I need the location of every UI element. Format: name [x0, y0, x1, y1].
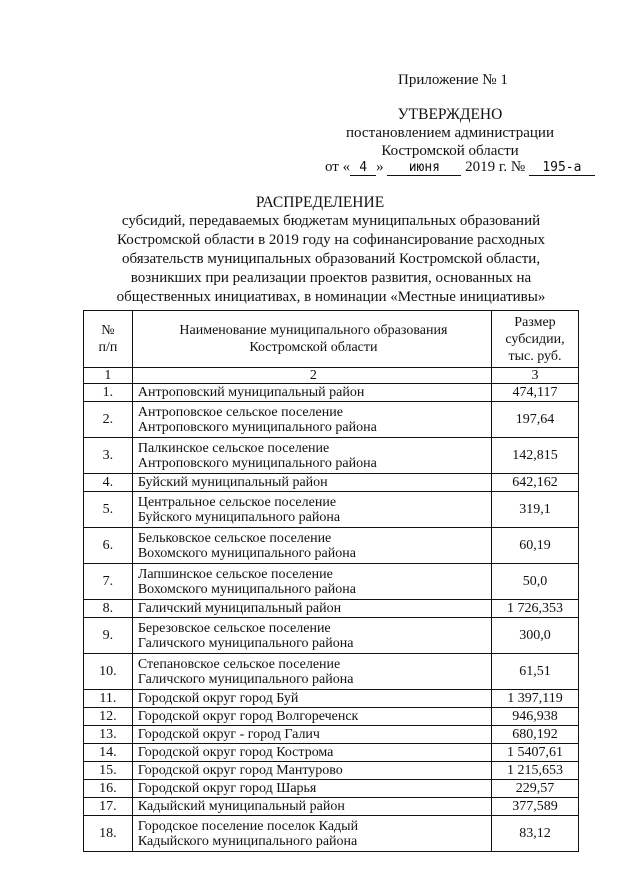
row-amount: 83,12: [491, 816, 578, 852]
approved-by-line-1: постановлением администрации: [346, 125, 554, 141]
subtitle-line: общественных инициативах, в номинации «Местные инициативы»: [116, 289, 546, 305]
row-name-line: Городской округ город Мантурово: [137, 763, 343, 778]
header-amount-line: тыс. руб.: [508, 348, 562, 364]
table-header-row: [84, 311, 579, 368]
row-name: [132, 690, 491, 708]
table-row: [84, 798, 579, 816]
table-row: [84, 726, 579, 744]
row-amount: 300,0: [491, 618, 578, 654]
row-name: [132, 384, 491, 402]
table-row: [84, 384, 579, 402]
header-amount-line: Размер: [514, 314, 556, 330]
header-amount: [491, 311, 578, 368]
header-num-line: №: [101, 323, 115, 338]
row-name-line: Галичского муниципального района: [137, 635, 354, 651]
row-amount: 142,815: [491, 438, 578, 474]
header-name-line: Наименование муниципального образования: [179, 323, 448, 338]
row-name: [132, 492, 491, 528]
row-amount: 319,1: [491, 492, 578, 528]
table-row: [84, 744, 579, 762]
column-number: 3: [491, 368, 578, 384]
subtitle-line: обязательств муниципальных образований Костромской области,: [121, 251, 541, 267]
row-amount: 680,192: [491, 726, 578, 744]
row-name: [132, 528, 491, 564]
table-row: [84, 708, 579, 726]
row-name-line: Антроповского муниципального района: [137, 419, 377, 435]
row-name-line: Городское поселение поселок Кадый: [137, 818, 359, 834]
row-number: 9.: [84, 618, 133, 654]
table-row: [84, 618, 579, 654]
row-number: 7.: [84, 564, 133, 600]
row-name-line: Буйский муниципальный район: [137, 475, 328, 490]
table-body: [84, 384, 579, 852]
date-month: июня: [387, 160, 461, 176]
row-name-line: Кадыйского муниципального района: [137, 833, 358, 849]
row-number: 2.: [84, 402, 133, 438]
row-name: [132, 816, 491, 852]
subsidy-table: [83, 310, 579, 852]
row-name: [132, 762, 491, 780]
row-name-line: Городской округ город Волгореченск: [137, 709, 359, 724]
approval-date-line: [325, 159, 595, 176]
table-row: [84, 654, 579, 690]
row-amount: 946,938: [491, 708, 578, 726]
row-name-line: Городской округ город Буй: [137, 691, 299, 706]
approved-word: УТВЕРЖДЕНО: [397, 106, 503, 123]
table-row: [84, 816, 579, 852]
header-amount-line: субсидии,: [505, 331, 565, 347]
row-name: [132, 438, 491, 474]
row-amount: 61,51: [491, 654, 578, 690]
row-name-line: Вохомского муниципального района: [137, 581, 356, 597]
row-name: [132, 708, 491, 726]
table-row: [84, 402, 579, 438]
row-name: [132, 726, 491, 744]
row-name-line: Антроповского муниципального района: [137, 455, 377, 471]
row-name: [132, 474, 491, 492]
row-name-line: Буйского муниципального района: [137, 509, 341, 525]
row-name-line: Галичский муниципальный район: [137, 601, 342, 616]
table-row: [84, 474, 579, 492]
row-name: [132, 654, 491, 690]
table-row: [84, 438, 579, 474]
row-name-line: Лапшинское сельское поселение: [137, 566, 333, 582]
row-name-line: Центральное сельское поселение: [137, 494, 337, 510]
row-amount: 197,64: [491, 402, 578, 438]
row-name-line: Антроповское сельское поселение: [137, 404, 343, 420]
row-number: 11.: [84, 690, 133, 708]
row-amount: 1 5407,61: [491, 744, 578, 762]
row-amount: 1 397,119: [491, 690, 578, 708]
row-name-line: Городской округ - город Галич: [137, 727, 320, 742]
table-row: [84, 762, 579, 780]
row-amount: 60,19: [491, 528, 578, 564]
document-title: РАСПРЕДЕЛЕНИЕ: [255, 194, 385, 211]
date-year: 2019 г. №: [465, 159, 526, 175]
row-name: [132, 780, 491, 798]
table-row: [84, 528, 579, 564]
row-name-line: Кадыйский муниципальный район: [137, 799, 345, 814]
subtitle-line: возникших при реализации проектов развития, основанных на: [130, 270, 532, 286]
approval-block: [300, 106, 600, 160]
row-name-line: Городской округ город Кострома: [137, 745, 334, 760]
row-number: 17.: [84, 798, 133, 816]
header-name: [132, 311, 491, 368]
row-number: 1.: [84, 384, 133, 402]
table-row: [84, 600, 579, 618]
row-amount: 229,57: [491, 780, 578, 798]
row-name-line: Березовское сельское поселение: [137, 620, 331, 636]
subtitle-line: Костромской области в 2019 году на софинансирование расходных: [117, 232, 545, 248]
annex-label: Приложение № 1: [398, 72, 508, 88]
table-row: [84, 492, 579, 528]
header-num: [84, 311, 133, 368]
row-amount: 642,162: [491, 474, 578, 492]
row-number: 14.: [84, 744, 133, 762]
row-name: [132, 600, 491, 618]
row-name: [132, 618, 491, 654]
table-row: [84, 690, 579, 708]
row-name: [132, 402, 491, 438]
row-number: 12.: [84, 708, 133, 726]
row-name: [132, 744, 491, 762]
row-number: 16.: [84, 780, 133, 798]
approved-by-line-2: Костромской области: [381, 143, 519, 159]
row-number: 4.: [84, 474, 133, 492]
column-number: 1: [84, 368, 133, 384]
subtitle-line: субсидий, передаваемых бюджетам муниципальных образований: [121, 213, 541, 229]
row-name-line: Галичского муниципального района: [137, 671, 354, 687]
column-number: 2: [132, 368, 491, 384]
row-amount: 474,117: [491, 384, 578, 402]
row-amount: 1 726,353: [491, 600, 578, 618]
row-name-line: Бельковское сельское поселение: [137, 530, 332, 546]
row-number: 15.: [84, 762, 133, 780]
row-number: 3.: [84, 438, 133, 474]
row-number: 5.: [84, 492, 133, 528]
column-number-row: [84, 368, 579, 384]
row-name-line: Городской округ город Шарья: [137, 781, 317, 796]
row-name: [132, 564, 491, 600]
row-number: 10.: [84, 654, 133, 690]
date-prefix: от «: [325, 159, 351, 175]
date-quote-close: »: [376, 159, 384, 175]
row-name-line: Вохомского муниципального района: [137, 545, 356, 561]
row-amount: 377,589: [491, 798, 578, 816]
document-subtitle: [100, 212, 562, 307]
row-name-line: Степановское сельское поселение: [137, 656, 341, 672]
row-amount: 50,0: [491, 564, 578, 600]
row-name-line: Антроповский муниципальный район: [137, 385, 365, 400]
header-num-line: п/п: [98, 340, 118, 355]
row-number: 8.: [84, 600, 133, 618]
row-number: 6.: [84, 528, 133, 564]
row-name: [132, 798, 491, 816]
table-row: [84, 780, 579, 798]
date-day: 4: [350, 160, 376, 176]
row-number: 13.: [84, 726, 133, 744]
row-number: 18.: [84, 816, 133, 852]
header-name-line: Костромской области: [249, 340, 378, 355]
row-name-line: Палкинское сельское поселение: [137, 440, 330, 456]
row-amount: 1 215,653: [491, 762, 578, 780]
document-number: 195-а: [529, 160, 595, 176]
table-row: [84, 564, 579, 600]
